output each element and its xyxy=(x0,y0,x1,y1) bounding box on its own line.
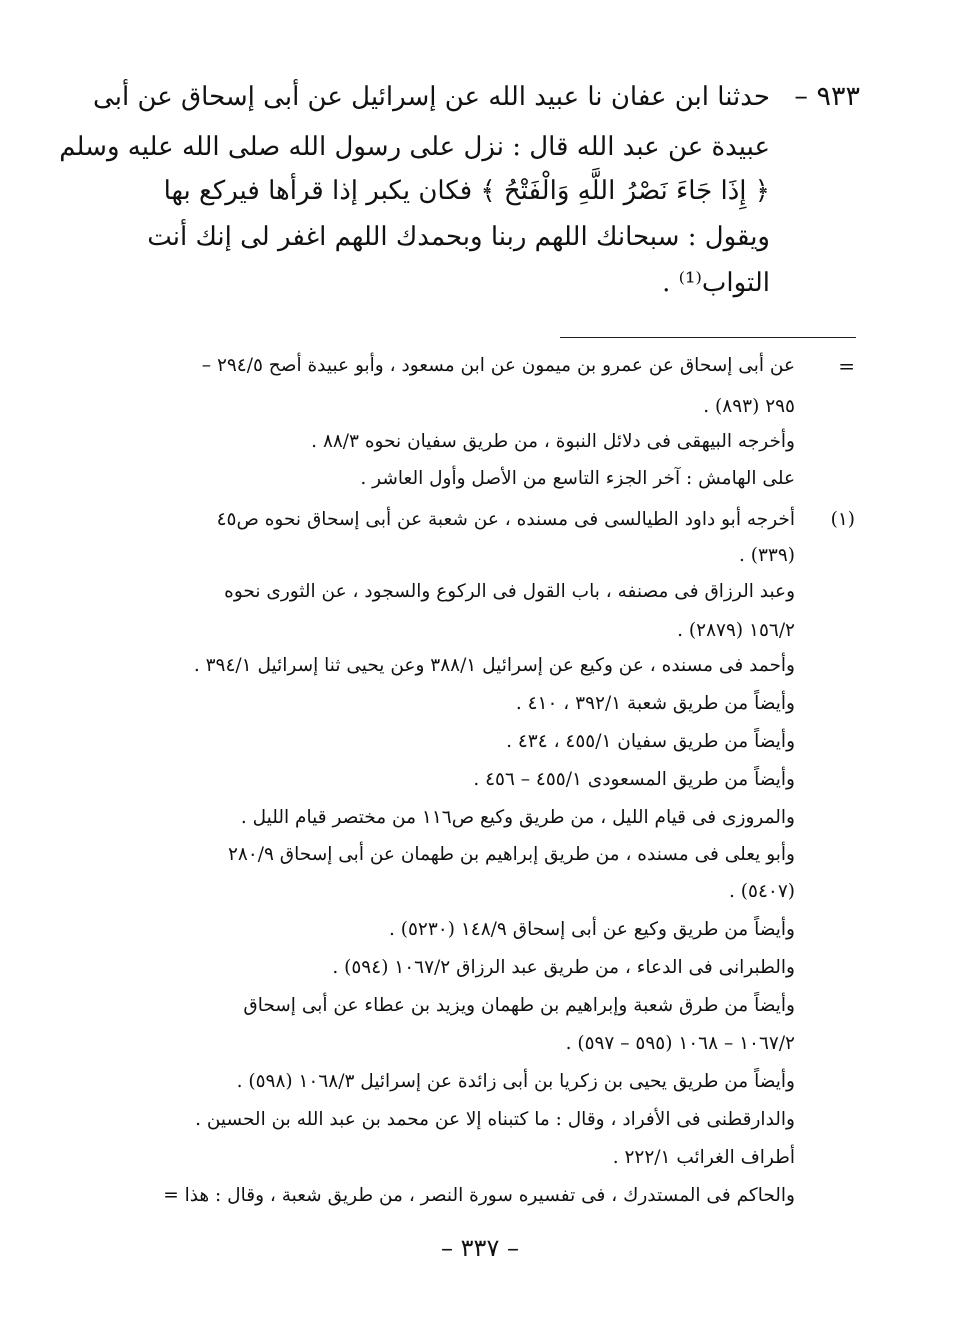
hadith-text-line: حدثنا ابن عفان نا عبيد الله عن إسرائيل عن أبى إسحاق عن أبى xyxy=(93,82,770,112)
footnote-line: عن أبى إسحاق عن عمرو بن ميمون عن ابن مسعود ، وأبو عبيدة أصح ٢٩٤/٥ – xyxy=(201,355,795,376)
footnote-line: والحاكم فى المستدرك ، فى تفسيره سورة النصر ، من طريق شعبة ، وقال : هذا = xyxy=(163,1185,795,1206)
footnote-line: وأيضاً من طريق المسعودى ٤٥٥/١ – ٤٥٦ . xyxy=(473,769,795,790)
footnote-line: والدارقطنى فى الأفراد ، وقال : ما كتبناه إلا عن محمد بن عبد الله بن الحسين . xyxy=(195,1109,795,1130)
hadith-text-line: التواب⁽¹⁾ . xyxy=(662,268,770,298)
footnote-continuation-mark: = xyxy=(838,354,855,378)
footnote-line: وأيضاً من طريق سفيان ٤٥٥/١ ، ٤٣٤ . xyxy=(506,731,795,752)
hadith-text-line: عبيدة عن عبد الله قال : نزل على رسول الله صلى الله عليه وسلم xyxy=(59,132,770,162)
footnote-line: وأخرجه البيهقى فى دلائل النبوة ، من طريق سفيان نحوه ٨٨/٣ . xyxy=(311,431,795,452)
footnote-separator xyxy=(560,337,856,338)
footnote-line: على الهامش : آخر الجزء التاسع من الأصل وأول العاشر . xyxy=(360,468,795,489)
footnote-line: وعبد الرزاق فى مصنفه ، باب القول فى الركوع والسجود ، عن الثورى نحوه xyxy=(224,581,795,602)
footnote-marker: (١) xyxy=(830,509,855,530)
footnote-line: ٢٩٥ (٨٩٣) . xyxy=(703,396,795,417)
footnote-line: والطبرانى فى الدعاء ، من طريق عبد الرزاق ١٠٦٧/٢ (٥٩٤) . xyxy=(332,957,795,978)
footnote-line: ١٠٦٧/٢ – ١٠٦٨ (٥٩٥ – ٥٩٧) . xyxy=(565,1033,795,1054)
footnote-line: (٥٤٠٧) . xyxy=(729,881,795,902)
hadith-text-line: ﴿ إِذَا جَاءَ نَصْرُ اللَّهِ وَالْفَتْحُ ﴾ فكان يكبر إذا قرأها فيركع بها xyxy=(163,176,770,206)
footnote-line: وأيضاً من طريق شعبة ٣٩٢/١ ، ٤١٠ . xyxy=(515,693,795,714)
footnote-line: ١٥٦/٢ (٢٨٧٩) . xyxy=(677,620,795,641)
footnote-line: وأيضاً من طرق شعبة وإبراهيم بن طهمان ويزيد بن عطاء عن أبى إسحاق xyxy=(243,995,795,1016)
footnote-line: وأيضاً من طريق وكيع عن أبى إسحاق ١٤٨/٩ (٥٢٣٠) . xyxy=(389,919,795,940)
footnote-line: وأبو يعلى فى مسنده ، من طريق إبراهيم بن طهمان عن أبى إسحاق ٢٨٠/٩ xyxy=(227,844,795,865)
footnote-line: وأيضاً من طريق يحيى بن زكريا بن أبى زائدة عن إسرائيل ١٠٦٨/٣ (٥٩٨) . xyxy=(236,1071,795,1092)
footnote-line: وأحمد فى مسنده ، عن وكيع عن إسرائيل ٣٨٨/١ وعن يحيى ثنا إسرائيل ٣٩٤/١ . xyxy=(193,655,795,676)
footnote-line: والمروزى فى قيام الليل ، من طريق وكيع ص١١٦ من مختصر قيام الليل . xyxy=(240,807,795,828)
hadith-text-line: ويقول : سبحانك اللهم ربنا وبحمدك اللهم اغفر لى إنك أنت xyxy=(147,222,770,252)
footnote-line: أطراف الغرائب ٢٢٢/١ . xyxy=(612,1147,795,1168)
footnote-line: (٣٣٩) . xyxy=(738,545,795,566)
hadith-number: ٩٣٣ – xyxy=(794,81,860,112)
footnote-line: أخرجه أبو داود الطيالسى فى مسنده ، عن شعبة عن أبى إسحاق نحوه ص٤٥ xyxy=(216,509,795,530)
page-number: – ٣٣٧ – xyxy=(441,1234,519,1262)
